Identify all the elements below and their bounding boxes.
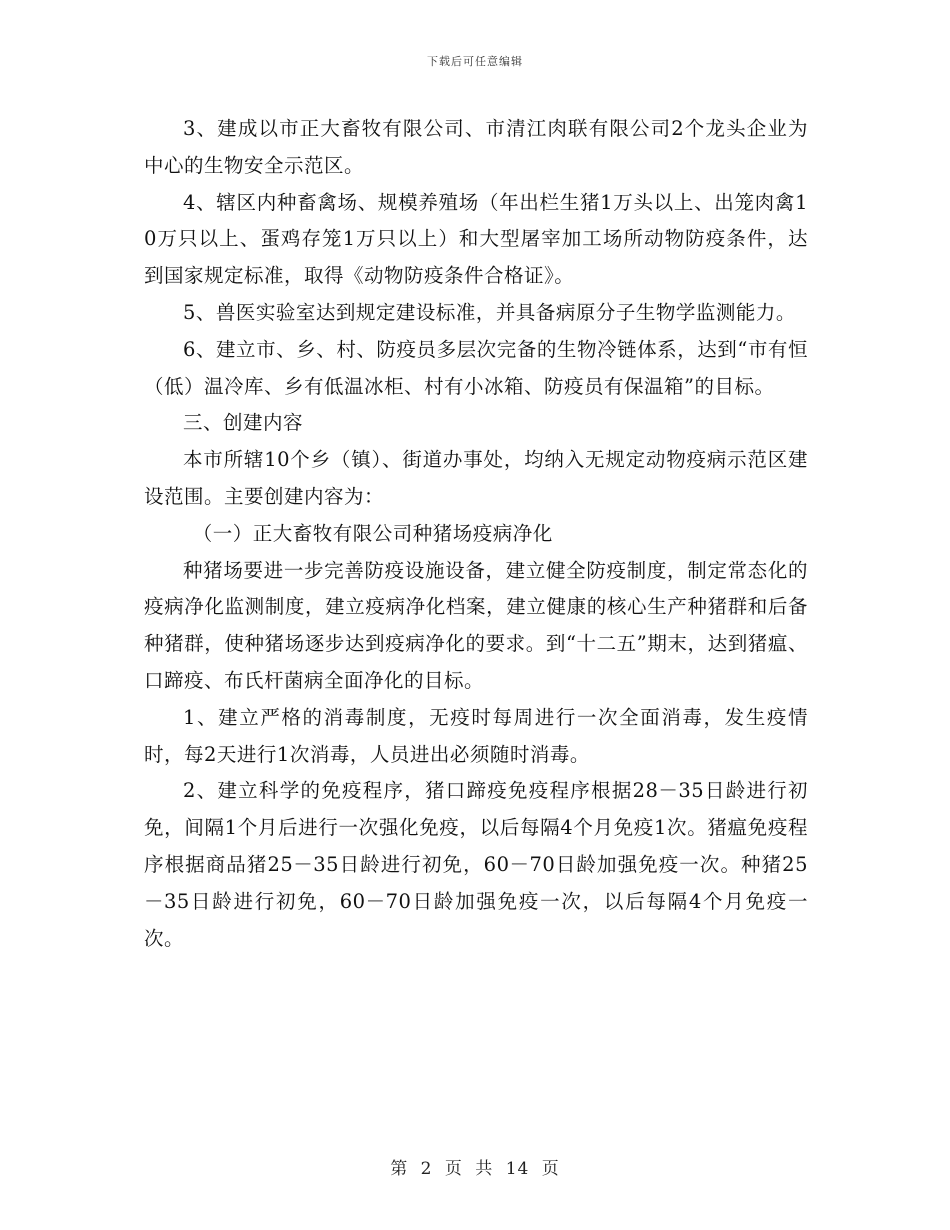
- paragraph-item-4: 4、辖区内种畜禽场、规模养殖场（年出栏生猪1万头以上、出笼肉禽10万只以上、蛋鸡存笼1万只以上）和大型屠宰加工场所动物防疫条件，达到国家规定标准，取得《动物防疫条件合格证》。: [144, 190, 808, 288]
- paragraph-pig-farm: 种猪场要进一步完善防疫设施设备，建立健全防疫制度，制定常态化的疫病净化监测制度，建立疫病净化档案，建立健康的核心生产种猪群和后备种猪群，使种猪场逐步达到疫病净化的要求。到“十二五”期末，达到猪瘟、口蹄疫、布氏杆菌病全面净化的目标。: [144, 558, 808, 692]
- document-body: [144, 111, 808, 957]
- paragraph-item-5: 5、兽医实验室达到规定建设标准，并具备病原分子生物学监测能力。: [183, 300, 796, 324]
- footer-total-label-post: 页: [541, 1159, 560, 1179]
- paragraph-immunization: 2、建立科学的免疫程序，猪口蹄疫免疫程序根据28－35日龄进行初免，间隔1个月后进行一次强化免疫，以后每隔4个月免疫1次。猪瘟免疫程序根据商品猪25－35日龄进行初免，60－70日龄加强免疫一次。种猪25－35日龄进行初免，60－70日龄加强免疫一次，以后每隔4个月免疫一次。: [144, 779, 808, 950]
- subsection-heading-1: （一）正大畜牧有限公司种猪场疫病净化: [192, 521, 553, 545]
- page-header: 下载后可任意编辑: [427, 55, 523, 68]
- section-heading-3: 三、创建内容: [183, 411, 304, 435]
- page-footer: [0, 1154, 950, 1179]
- footer-page-number: 2: [420, 1159, 433, 1179]
- footer-total-pages: 14: [505, 1159, 530, 1179]
- paragraph-item-3: 3、建成以市正大畜牧有限公司、市清江肉联有限公司2个龙头企业为中心的生物安全示范区。: [144, 117, 808, 177]
- footer-page-label: 第: [390, 1159, 409, 1179]
- footer-page-label-mid: 页: [444, 1159, 463, 1179]
- footer-total-label: 共: [475, 1159, 494, 1179]
- paragraph-item-6: 6、建立市、乡、村、防疫员多层次完备的生物冷链体系，达到“市有恒（低）温冷库、乡有低温冰柜、村有小冰箱、防疫员有保温箱”的目标。: [144, 337, 808, 398]
- paragraph-disinfection: 1、建立严格的消毒制度，无疫时每周进行一次全面消毒，发生疫情时，每2天进行1次消毒，人员进出必须随时消毒。: [144, 705, 808, 766]
- paragraph-scope: 本市所辖10个乡（镇）、街道办事处，均纳入无规定动物疫病示范区建设范围。主要创建内容为：: [144, 448, 808, 508]
